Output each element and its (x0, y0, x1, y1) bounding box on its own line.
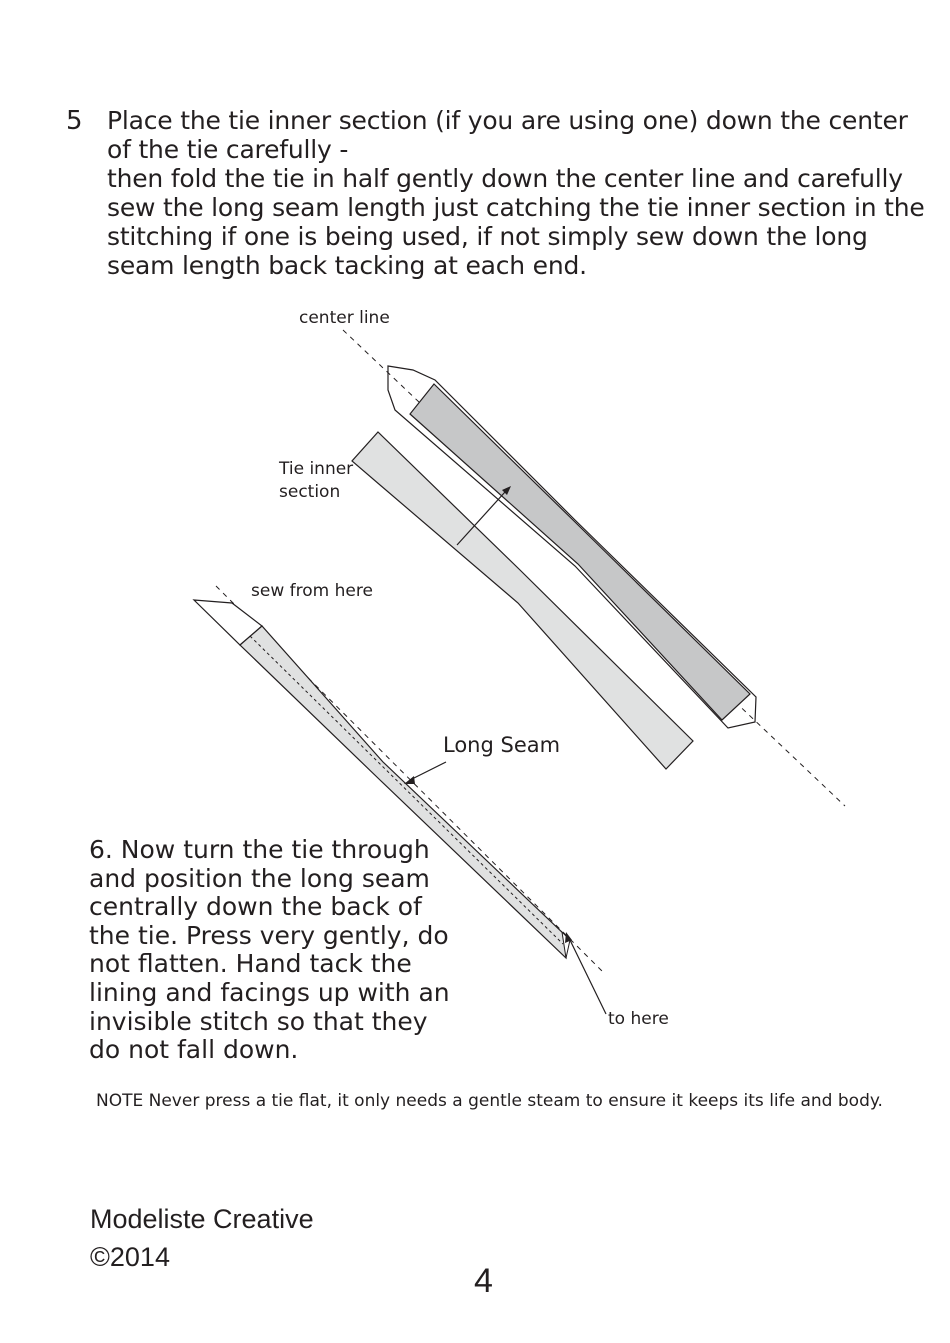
long-seam-label: Long Seam (443, 733, 561, 757)
tie-inner-label-1: Tie inner (279, 459, 354, 479)
sew-from-label: sew from here (251, 581, 373, 601)
page-number: 4 (474, 1262, 493, 1300)
step-5-line-2: then fold the tie in half gently down the center line and carefully sew the long seam length just catching the tie inner section in the stitching if one is being used, if not simply sew down the long seam length back tacking at each end. (107, 164, 925, 280)
to-here-arrow-line (569, 938, 606, 1014)
step-5-line-1: Place the tie inner section (if you are using one) down the center of the tie carefully - (107, 106, 908, 164)
credit-name: Modeliste Creative (90, 1204, 314, 1234)
tie-inner-label-2: section (279, 482, 341, 502)
step-6-instructions: 6. Now turn the tie through and position the long seam centrally down the back of the tie. Press very gently, do not flatten. Hand tack the lining and facings up with an invisible stitch so that they do not fall down. (89, 835, 450, 1065)
to-here-label: to here (608, 1009, 669, 1029)
credit-year: ©2014 (90, 1242, 170, 1272)
long-seam-arrow-line (410, 762, 446, 780)
long-seam-arrow-head (404, 776, 415, 784)
step-5-number: 5 (66, 106, 83, 136)
center-line-label: center line (299, 308, 390, 328)
credit-block (90, 1200, 314, 1276)
pressing-note: NOTE Never press a tie flat, it only needs a gentle steam to ensure it keeps its life and body. (96, 1091, 883, 1111)
